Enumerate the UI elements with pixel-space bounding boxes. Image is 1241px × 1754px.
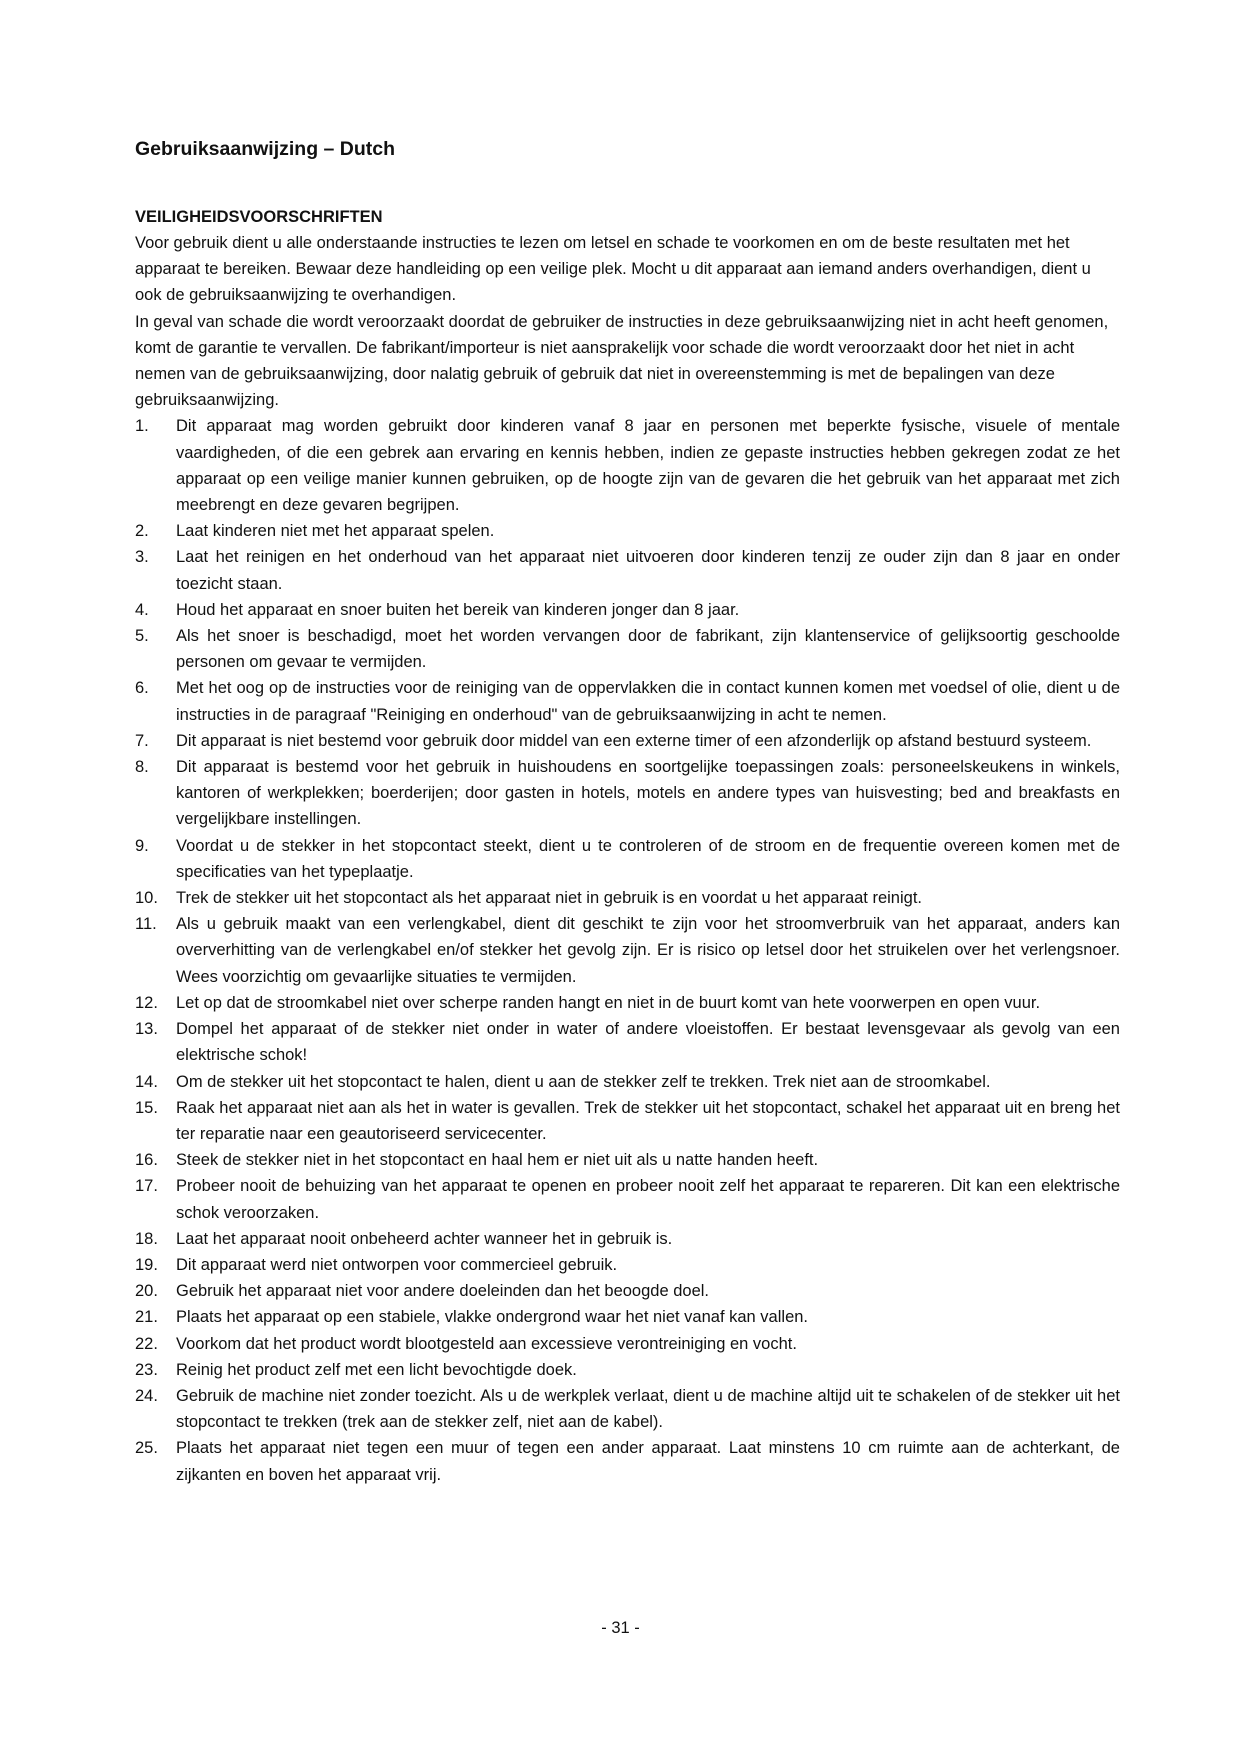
rule-number: 1. (135, 417, 149, 436)
rule-number: 19. (135, 1255, 158, 1274)
rule-number: 18. (135, 1229, 158, 1248)
safety-rule (135, 911, 1120, 990)
rule-number: 2. (135, 522, 149, 541)
rule-text: Dompel het apparaat of de stekker niet onder in water of andere vloeistoffen. Er bestaat levensgevaar als gevolg van een elektrische schok! (176, 1020, 1120, 1065)
rule-text: Met het oog op de instructies voor de reiniging van de oppervlakken die in contact kunnen komen met voedsel of olie, dient u de instructies in de paragraaf "Reiniging en onderhoud" van de gebruiksaanwijzing in acht te nemen. (176, 679, 1120, 724)
rule-text: Gebruik het apparaat niet voor andere doeleinden dan het beoogde doel. (176, 1282, 709, 1301)
rule-number: 25. (135, 1439, 158, 1458)
rule-text: Reinig het product zelf met een licht bevochtigde doek. (176, 1360, 577, 1379)
safety-rule (135, 1435, 1120, 1487)
rule-text: Voorkom dat het product wordt blootgesteld aan excessieve verontreiniging en vocht. (176, 1334, 797, 1353)
rule-text: Dit apparaat werd niet ontworpen voor commercieel gebruik. (176, 1255, 618, 1274)
rule-text: Dit apparaat mag worden gebruikt door kinderen vanaf 8 jaar en personen met beperkte fysische, visuele of mentale vaardigheden, of die een gebrek aan ervaring en kennis hebben, indien ze gepaste instructies hebben gekregen zodat ze het apparaat op een veilige manier kunnen gebruiken, op de hoogte zijn van de gevaren die het gebruik van het apparaat met zich meebrengt en deze gevaren begrijpen. (176, 417, 1120, 515)
safety-rule (135, 1147, 1120, 1173)
rule-number: 8. (135, 758, 149, 777)
safety-rule (135, 518, 1120, 544)
safety-rule (135, 990, 1120, 1016)
safety-rule (135, 1069, 1120, 1095)
safety-rule (135, 728, 1120, 754)
section-heading: VEILIGHEIDSVOORSCHRIFTEN (135, 208, 383, 226)
rule-number: 10. (135, 889, 158, 908)
rule-number: 3. (135, 548, 149, 567)
rule-text: Als het snoer is beschadigd, moet het worden vervangen door de fabrikant, zijn klantenservice of gelijksoortig geschoolde personen om gevaar te vermijden. (176, 627, 1120, 672)
rule-text: Houd het apparaat en snoer buiten het bereik van kinderen jonger dan 8 jaar. (176, 600, 740, 619)
rule-text: Let op dat de stroomkabel niet over scherpe randen hangt en niet in de buurt komt van hete voorwerpen en open vuur. (176, 993, 1041, 1012)
safety-rule (135, 1357, 1120, 1383)
rule-number: 12. (135, 993, 158, 1012)
rule-number: 5. (135, 627, 149, 646)
safety-rule (135, 623, 1120, 675)
safety-rule (135, 413, 1120, 518)
rule-number: 17. (135, 1177, 158, 1196)
safety-rule (135, 1095, 1120, 1147)
intro-paragraph: Voor gebruik dient u alle onderstaande instructies te lezen om letsel en schade te voorkomen en om de beste resultaten met het apparaat te bereiken. Bewaar deze handleiding op een veilige plek. Mocht u dit apparaat aan iemand anders overhandigen, dient u ook de gebruiksaanwijzing te overhandigen. (135, 234, 1091, 305)
rule-text: Laat het apparaat nooit onbeheerd achter wanneer het in gebruik is. (176, 1229, 673, 1248)
rule-number: 4. (135, 600, 149, 619)
rule-text: Om de stekker uit het stopcontact te halen, dient u aan de stekker zelf te trekken. Trek niet aan de stroomkabel. (176, 1072, 991, 1091)
liability-paragraph: In geval van schade die wordt veroorzaakt doordat de gebruiker de instructies in deze gebruiksaanwijzing niet in acht heeft genomen, komt de garantie te vervallen. De fabrikant/importeur is niet aansprakelijk voor schade die wordt veroorzaakt door het niet in acht nemen van de gebruiksaanwijzing, door nalatig gebruik of gebruik dat niet in overeenstemming is met de bepalingen van deze gebruiksaanwijzing. (135, 312, 1109, 410)
rule-number: 7. (135, 731, 149, 750)
rule-number: 14. (135, 1072, 158, 1091)
safety-rules-list (135, 413, 1120, 1487)
rule-number: 22. (135, 1334, 158, 1353)
rule-text: Probeer nooit de behuizing van het apparaat te openen en probeer nooit zelf het apparaat te repareren. Dit kan een elektrische schok veroorzaken. (176, 1177, 1120, 1222)
safety-rule (135, 675, 1120, 727)
safety-rule (135, 885, 1120, 911)
safety-rule (135, 1383, 1120, 1435)
rule-text: Laat het reinigen en het onderhoud van het apparaat niet uitvoeren door kinderen tenzij ze ouder zijn dan 8 jaar en onder toezicht staan. (176, 548, 1120, 593)
rule-number: 16. (135, 1151, 158, 1170)
rule-text: Steek de stekker niet in het stopcontact en haal hem er niet uit als u natte handen heeft. (176, 1151, 819, 1170)
rule-number: 6. (135, 679, 149, 698)
rule-text: Trek de stekker uit het stopcontact als het apparaat niet in gebruik is en voordat u het apparaat reinigt. (176, 889, 922, 908)
page-number: - 31 - (601, 1619, 640, 1637)
rule-number: 9. (135, 836, 149, 855)
rule-text: Gebruik de machine niet zonder toezicht. Als u de werkplek verlaat, dient u de machine altijd uit te schakelen of de stekker uit het stopcontact te trekken (trek aan de stekker zelf, niet aan de kabel). (176, 1386, 1120, 1432)
safety-rule (135, 1226, 1120, 1252)
rule-text: Als u gebruik maakt van een verlengkabel, dient dit geschikt te zijn voor het stroomverbruik van het apparaat, anders kan oververhitting van de verlengkabel en/of stekker het gevolg zijn. Er is risico op letsel door het struikelen over het verlengsnoer. Wees voorzichtig om gevaarlijke situaties te vermijden. (176, 915, 1120, 986)
rule-text: Plaats het apparaat op een stabiele, vlakke ondergrond waar het niet vanaf kan vallen. (176, 1308, 809, 1327)
document-page (135, 136, 1120, 1488)
rule-number: 13. (135, 1020, 158, 1039)
rule-text: Laat kinderen niet met het apparaat spelen. (176, 522, 495, 541)
rule-number: 23. (135, 1360, 158, 1379)
rule-number: 15. (135, 1098, 158, 1117)
safety-rule (135, 544, 1120, 596)
rule-text: Voordat u de stekker in het stopcontact steekt, dient u te controleren of de stroom en de frequentie overeen komen met de specificaties van het typeplaatje. (176, 836, 1120, 881)
safety-rule (135, 1331, 1120, 1357)
rule-number: 11. (135, 915, 157, 934)
rule-text: Dit apparaat is niet bestemd voor gebruik door middel van een externe timer of een afzonderlijk op afstand bestuurd systeem. (176, 731, 1092, 750)
rule-number: 24. (135, 1386, 158, 1405)
rule-text: Raak het apparaat niet aan als het in water is gevallen. Trek de stekker uit het stopcontact, schakel het apparaat uit en breng het ter reparatie naar een geautoriseerd servicecenter. (176, 1098, 1120, 1143)
safety-rule (135, 1173, 1120, 1225)
rule-number: 20. (135, 1282, 158, 1301)
safety-rule (135, 1278, 1120, 1304)
safety-rule (135, 1016, 1120, 1068)
rule-text: Dit apparaat is bestemd voor het gebruik in huishoudens en soortgelijke toepassingen zoals: personeelskeukens in winkels, kantoren of werkplekken; boerderijen; door gasten in hotels, motels en andere types van huisvesting; bed and breakfasts en vergelijkbare instellingen. (176, 758, 1120, 829)
safety-rule (135, 597, 1120, 623)
safety-rule (135, 754, 1120, 833)
rule-text: Plaats het apparaat niet tegen een muur of tegen een ander apparaat. Laat minstens 10 cm ruimte aan de achterkant, de zijkanten en boven het apparaat vrij. (176, 1439, 1120, 1484)
document-title: Gebruiksaanwijzing – Dutch (135, 138, 396, 160)
safety-rule (135, 833, 1120, 885)
safety-rule (135, 1252, 1120, 1278)
rule-number: 21. (135, 1308, 158, 1327)
safety-rule (135, 1304, 1120, 1330)
